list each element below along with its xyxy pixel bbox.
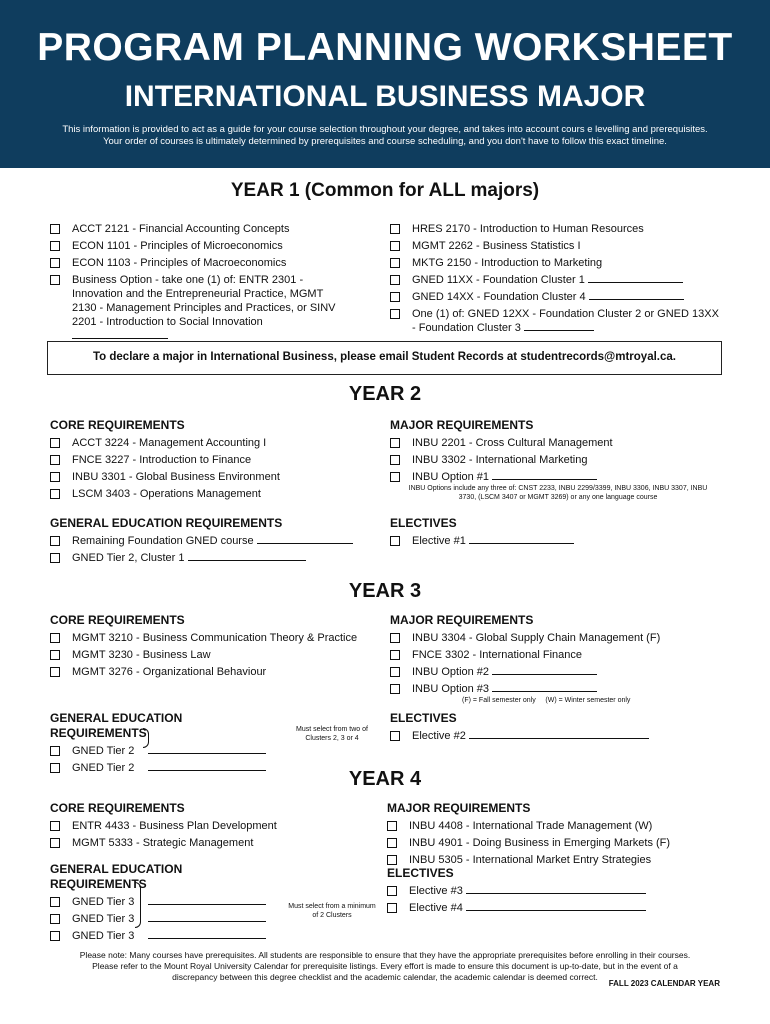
list-item: GNED Tier 2 [50, 744, 280, 758]
checkbox[interactable] [50, 667, 60, 677]
checkbox[interactable] [50, 224, 60, 234]
declare-major-notice: To declare a major in International Business, please email Student Records at studentrecords@mtroyal.ca. [47, 341, 722, 375]
write-in-line[interactable] [492, 665, 597, 675]
checkbox[interactable] [50, 897, 60, 907]
checkbox[interactable] [50, 746, 60, 756]
section-heading: MAJOR REQUIREMENTS [390, 418, 534, 432]
year3-core [50, 613, 380, 682]
year1-title: YEAR 1 (Common for ALL majors) [230, 180, 540, 201]
list-item: INBU Option #3 [390, 682, 730, 696]
checkbox[interactable] [390, 633, 400, 643]
list-item: FNCE 3227 - Introduction to Finance [50, 453, 370, 467]
list-item: FNCE 3302 - International Finance [390, 648, 730, 662]
checkbox[interactable] [387, 903, 397, 913]
checkbox[interactable] [50, 489, 60, 499]
list-item: ACCT 3224 - Management Accounting I [50, 436, 370, 450]
section-heading: GENERAL EDUCATION REQUIREMENTS [50, 516, 283, 530]
list-item: MGMT 2262 - Business Statistics I [390, 239, 735, 253]
year2-core [50, 418, 370, 504]
write-in-line[interactable] [469, 534, 574, 544]
list-item: ECON 1103 - Principles of Macroeconomics [50, 256, 370, 270]
checkbox[interactable] [390, 455, 400, 465]
list-item: Elective #1 [390, 534, 710, 548]
checkbox[interactable] [50, 553, 60, 563]
year4-gened [50, 862, 280, 946]
list-item: Elective #2 [390, 729, 710, 743]
list-item: GNED Tier 2 [50, 761, 280, 775]
list-item: GNED 14XX - Foundation Cluster 4 [390, 290, 735, 304]
calendar-year: FALL 2023 CALENDAR YEAR [608, 979, 720, 988]
checkbox[interactable] [50, 241, 60, 251]
list-item: ECON 1101 - Principles of Microeconomics [50, 239, 370, 253]
checkbox[interactable] [50, 536, 60, 546]
checkbox[interactable] [387, 886, 397, 896]
semester-note: (F) = Fall semester only (W) = Winter semester only [462, 697, 631, 704]
checkbox[interactable] [390, 472, 400, 482]
checkbox[interactable] [390, 667, 400, 677]
write-in-line[interactable] [257, 534, 353, 544]
list-item: INBU 3304 - Global Supply Chain Management (F) [390, 631, 730, 645]
section-heading: GENERAL EDUCATION REQUIREMENTS [50, 711, 183, 740]
year1-right-list [390, 222, 735, 338]
list-item: INBU 4901 - Doing Business in Emerging Markets (F) [387, 836, 732, 850]
checkbox[interactable] [50, 931, 60, 941]
checkbox[interactable] [387, 821, 397, 831]
checkbox[interactable] [50, 914, 60, 924]
year4-electives [387, 866, 707, 918]
year2-gened [50, 516, 370, 568]
write-in-line[interactable] [148, 912, 266, 922]
list-item: MGMT 3276 - Organizational Behaviour [50, 665, 380, 679]
write-in-line[interactable] [466, 901, 646, 911]
page-title: PROGRAM PLANNING WORKSHEET [37, 26, 733, 69]
checkbox[interactable] [390, 438, 400, 448]
checkbox[interactable] [390, 536, 400, 546]
list-item: ACCT 2121 - Financial Accounting Concepts [50, 222, 370, 236]
section-heading: MAJOR REQUIREMENTS [387, 801, 531, 815]
list-item: Remaining Foundation GNED course [50, 534, 370, 548]
checkbox[interactable] [390, 258, 400, 268]
brace-icon [143, 728, 149, 748]
header-banner [0, 0, 770, 168]
checkbox[interactable] [390, 275, 400, 285]
year2-major [390, 418, 730, 502]
checkbox[interactable] [390, 309, 400, 319]
write-in-line[interactable] [492, 682, 597, 692]
write-in-line[interactable] [588, 273, 683, 283]
list-item: INBU Option #1 [390, 470, 730, 484]
year3-major [390, 613, 730, 705]
gened-tier2-note: Must select from two of Clusters 2, 3 or 4 [296, 726, 368, 742]
checkbox[interactable] [50, 455, 60, 465]
footer-note: Please note: Many courses have prerequisites. All students are responsible to ensure that they have the appropriate prerequisites before enrolling in their courses. Please refer to the Mount Royal University Calendar for prerequisite listings. Every effort is made to ensure this document is up-to-date, but in the event of a discrepancy between this degree checklist and the academic calendar, the academic calendar is deemed correct. [79, 950, 691, 982]
section-heading: MAJOR REQUIREMENTS [390, 613, 534, 627]
brace-icon [135, 882, 141, 928]
write-in-line[interactable] [148, 929, 266, 939]
checkbox[interactable] [50, 650, 60, 660]
checkbox[interactable] [387, 855, 397, 865]
year4-title: YEAR 4 [348, 768, 422, 790]
section-heading: CORE REQUIREMENTS [50, 613, 185, 627]
checkbox[interactable] [50, 438, 60, 448]
section-heading: ELECTIVES [390, 516, 457, 530]
list-item: GNED Tier 3 [50, 929, 280, 943]
year4-core [50, 801, 380, 853]
year2-electives [390, 516, 710, 551]
year1-left-list [50, 222, 370, 346]
list-item: MGMT 5333 - Strategic Management [50, 836, 380, 850]
list-item: Elective #3 [387, 884, 707, 898]
list-item: GNED Tier 3 [50, 912, 280, 926]
list-item: MGMT 3210 - Business Communication Theory & Practice [50, 631, 380, 645]
checkbox[interactable] [50, 258, 60, 268]
list-item: LSCM 3403 - Operations Management [50, 487, 370, 501]
section-heading: GENERAL EDUCATION REQUIREMENTS [50, 862, 183, 891]
checkbox[interactable] [50, 275, 60, 285]
year2-title: YEAR 2 [348, 383, 422, 405]
write-in-line[interactable] [524, 321, 594, 331]
checkbox[interactable] [390, 684, 400, 694]
section-heading: CORE REQUIREMENTS [50, 418, 185, 432]
section-heading: ELECTIVES [390, 711, 457, 725]
checkbox[interactable] [390, 224, 400, 234]
gened-tier3-note: Must select from a minimum of 2 Clusters [288, 903, 376, 919]
section-heading: CORE REQUIREMENTS [50, 801, 185, 815]
checkbox[interactable] [50, 633, 60, 643]
list-item: INBU Option #2 [390, 665, 730, 679]
list-item: INBU 3301 - Global Business Environment [50, 470, 370, 484]
page-subtitle: INTERNATIONAL BUSINESS MAJOR [124, 80, 646, 113]
list-item: INBU 5305 - International Market Entry Strategies [387, 853, 732, 867]
write-in-line[interactable] [589, 290, 684, 300]
year4-major [387, 801, 732, 867]
write-in-line[interactable] [492, 470, 597, 480]
inbu-options-note: INBU Options include any three of: CNST 2233, INBU 2299/3399, INBU 3306, INBU 3307, INBU 3730, (LSCM 3407 or MGMT 3269) or any one language course [408, 485, 708, 501]
year3-electives [390, 711, 710, 746]
checkbox[interactable] [50, 472, 60, 482]
write-in-line[interactable] [148, 895, 266, 905]
list-item: INBU 2201 - Cross Cultural Management [390, 436, 730, 450]
write-in-line[interactable] [466, 884, 646, 894]
checkbox[interactable] [387, 838, 397, 848]
year3-title: YEAR 3 [348, 580, 422, 602]
list-item: ENTR 4433 - Business Plan Development [50, 819, 380, 833]
checkbox[interactable] [390, 731, 400, 741]
list-item: GNED Tier 3 [50, 895, 280, 909]
list-item: Elective #4 [387, 901, 707, 915]
write-in-line[interactable] [148, 744, 266, 754]
list-item: INBU 4408 - International Trade Management (W) [387, 819, 732, 833]
checkbox[interactable] [390, 241, 400, 251]
list-item: MGMT 3230 - Business Law [50, 648, 380, 662]
checkbox[interactable] [390, 650, 400, 660]
checkbox[interactable] [50, 821, 60, 831]
section-heading: ELECTIVES [387, 866, 454, 880]
list-item: GNED Tier 2, Cluster 1 [50, 551, 370, 565]
checkbox[interactable] [390, 292, 400, 302]
list-item: INBU 3302 - International Marketing [390, 453, 730, 467]
list-item: MKTG 2150 - Introduction to Marketing [390, 256, 735, 270]
checkbox[interactable] [50, 838, 60, 848]
write-in-line[interactable] [72, 329, 168, 339]
intro-text: This information is provided to act as a guide for your course selection throughout your degree, and takes into account cours e levelling and prerequisites. Your order of courses is ultimately determined by prerequisites and course scheduling, and you don't have to follow this exact timeline. [62, 124, 708, 147]
list-item: HRES 2170 - Introduction to Human Resources [390, 222, 735, 236]
write-in-line[interactable] [469, 729, 649, 739]
list-item: One (1) of: GNED 12XX - Foundation Cluster 2 or GNED 13XX - Foundation Cluster 3 [390, 307, 725, 335]
list-item: GNED 11XX - Foundation Cluster 1 [390, 273, 735, 287]
list-item: Business Option - take one (1) of: ENTR 2301 - Innovation and the Entrepreneurial Practice, MGMT 2130 - Management Principles and Practices, or SINV 2201 - Introduction to Social Innovation [50, 273, 350, 343]
write-in-line[interactable] [188, 551, 306, 561]
